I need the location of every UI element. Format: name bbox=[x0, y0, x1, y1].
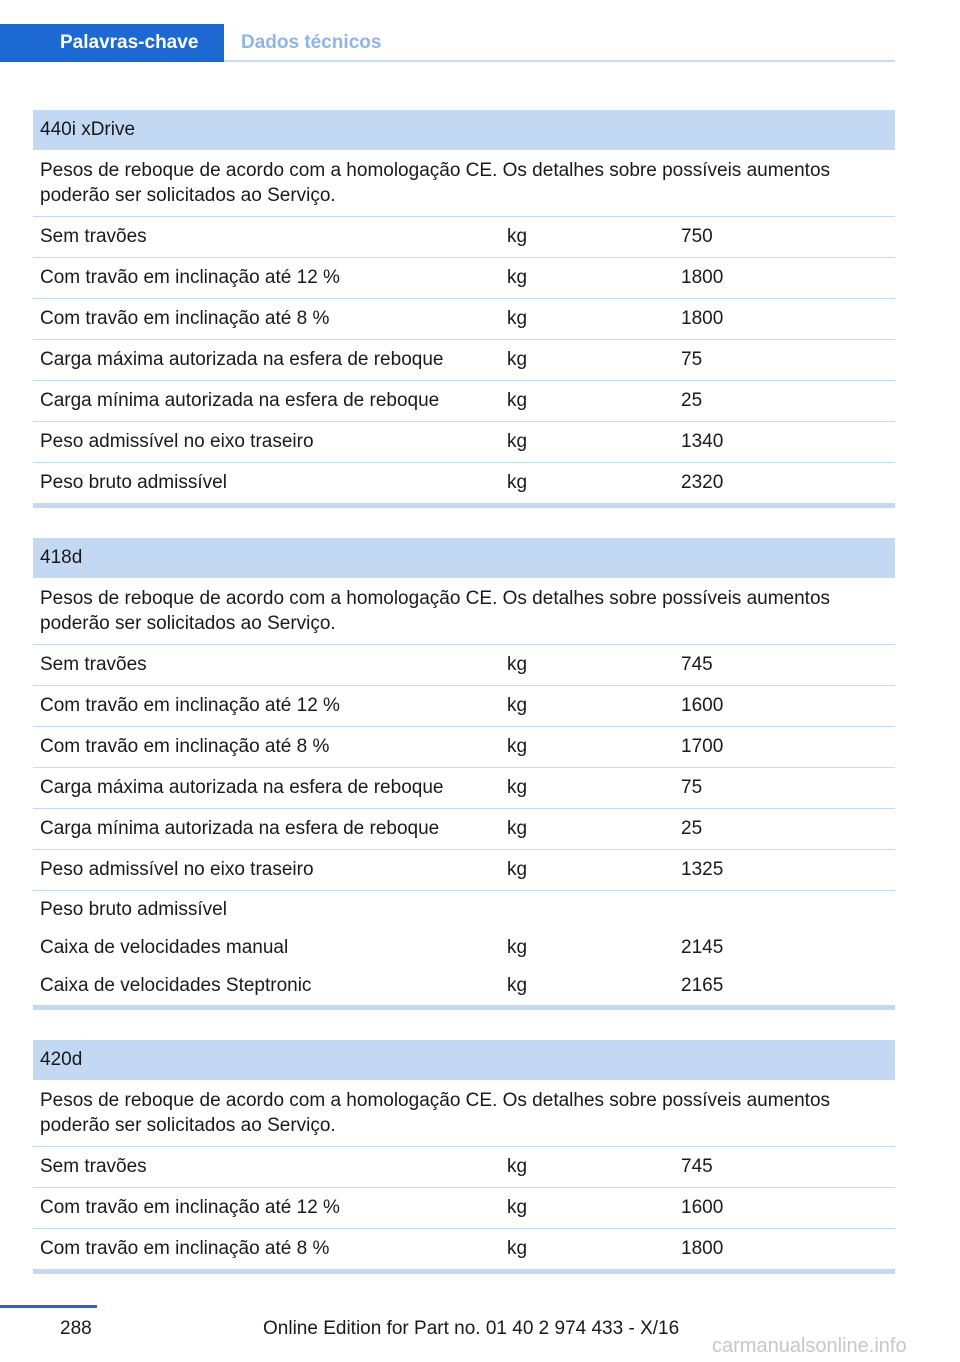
table-title: 420d bbox=[33, 1040, 895, 1080]
footer-accent-line bbox=[0, 1305, 97, 1308]
row-unit: kg bbox=[507, 1238, 528, 1259]
row-value: 75 bbox=[681, 777, 703, 798]
row-unit: kg bbox=[507, 431, 528, 452]
table-row bbox=[33, 258, 895, 299]
row-label: Com travão em inclinação até 8 % bbox=[40, 1238, 330, 1259]
row-unit: kg bbox=[507, 267, 528, 288]
table-description: Pesos de reboque de acordo com a homologação CE. Os detalhes sobre possíveis aumentos poderão ser solicitados ao Serviço. bbox=[33, 150, 895, 217]
row-label: Carga máxima autorizada na esfera de reboque bbox=[40, 777, 444, 798]
row-unit: kg bbox=[507, 937, 528, 958]
row-value: 745 bbox=[681, 654, 713, 675]
edition-text: Online Edition for Part no. 01 40 2 974 433 - X/16 bbox=[263, 1318, 680, 1339]
table-row bbox=[33, 340, 895, 381]
row-label: Sem travões bbox=[40, 654, 147, 675]
row-value: 1600 bbox=[681, 695, 724, 716]
watermark: carmanualsonline.info bbox=[712, 1335, 907, 1357]
row-value: 1600 bbox=[681, 1197, 724, 1218]
row-label: Caixa de velocidades Steptronic bbox=[40, 975, 312, 996]
row-unit: kg bbox=[507, 859, 528, 880]
table-row bbox=[33, 299, 895, 340]
row-label: Com travão em inclinação até 12 % bbox=[40, 1197, 340, 1218]
row-value: 1325 bbox=[681, 859, 724, 880]
table-end-bar bbox=[33, 1269, 895, 1274]
row-unit: kg bbox=[507, 472, 528, 493]
table-row bbox=[33, 891, 895, 929]
row-label: Com travão em inclinação até 12 % bbox=[40, 695, 340, 716]
row-unit: kg bbox=[507, 390, 528, 411]
page-number: 288 bbox=[60, 1318, 92, 1339]
row-value: 1700 bbox=[681, 736, 724, 757]
table-420d bbox=[33, 1040, 895, 1274]
row-unit: kg bbox=[507, 654, 528, 675]
row-label: Caixa de velocidades manual bbox=[40, 937, 289, 958]
table-row bbox=[33, 850, 895, 891]
row-label: Carga mínima autorizada na esfera de reboque bbox=[40, 818, 440, 839]
row-unit: kg bbox=[507, 308, 528, 329]
table-row bbox=[33, 967, 895, 1005]
row-value: 1340 bbox=[681, 431, 724, 452]
row-value: 1800 bbox=[681, 308, 724, 329]
row-label: Sem travões bbox=[40, 226, 147, 247]
table-end-bar bbox=[33, 503, 895, 508]
table-row bbox=[33, 463, 895, 503]
row-unit: kg bbox=[507, 818, 528, 839]
table-end-bar bbox=[33, 1005, 895, 1010]
row-label: Carga mínima autorizada na esfera de reboque bbox=[40, 390, 440, 411]
row-unit: kg bbox=[507, 1156, 528, 1177]
table-title: 418d bbox=[33, 538, 895, 578]
row-value: 1800 bbox=[681, 267, 724, 288]
table-description: Pesos de reboque de acordo com a homologação CE. Os detalhes sobre possíveis aumentos poderão ser solicitados ao Serviço. bbox=[33, 1080, 895, 1147]
tab-underline bbox=[224, 60, 895, 62]
row-label: Peso bruto admissível bbox=[40, 899, 227, 920]
row-label: Com travão em inclinação até 12 % bbox=[40, 267, 340, 288]
tab-palavras-chave[interactable]: Palavras-chave bbox=[0, 24, 224, 62]
row-unit: kg bbox=[507, 975, 528, 996]
row-value: 2320 bbox=[681, 472, 724, 493]
table-row bbox=[33, 1147, 895, 1188]
table-row bbox=[33, 381, 895, 422]
row-label: Com travão em inclinação até 8 % bbox=[40, 736, 330, 757]
table-row bbox=[33, 768, 895, 809]
row-unit: kg bbox=[507, 736, 528, 757]
row-value: 75 bbox=[681, 349, 703, 370]
table-row bbox=[33, 727, 895, 768]
row-unit: kg bbox=[507, 1197, 528, 1218]
table-title: 440i xDrive bbox=[33, 110, 895, 150]
row-unit: kg bbox=[507, 777, 528, 798]
row-value: 1800 bbox=[681, 1238, 724, 1259]
row-label: Peso admissível no eixo traseiro bbox=[40, 431, 314, 452]
row-label: Sem travões bbox=[40, 1156, 147, 1177]
table-row bbox=[33, 809, 895, 850]
table-row bbox=[33, 645, 895, 686]
table-row bbox=[33, 929, 895, 967]
row-label: Peso admissível no eixo traseiro bbox=[40, 859, 314, 880]
row-unit: kg bbox=[507, 695, 528, 716]
row-label: Com travão em inclinação até 8 % bbox=[40, 308, 330, 329]
row-value: 750 bbox=[681, 226, 713, 247]
table-row bbox=[33, 1229, 895, 1269]
table-row bbox=[33, 686, 895, 727]
row-label: Carga máxima autorizada na esfera de reboque bbox=[40, 349, 444, 370]
table-418d bbox=[33, 538, 895, 1010]
table-440i-xdrive bbox=[33, 110, 895, 508]
row-label: Peso bruto admissível bbox=[40, 472, 227, 493]
table-row bbox=[33, 217, 895, 258]
tables-container bbox=[33, 110, 895, 1304]
row-value: 25 bbox=[681, 818, 703, 839]
row-value: 2145 bbox=[681, 937, 724, 958]
table-row bbox=[33, 1188, 895, 1229]
tab-dados-tecnicos[interactable]: Dados técnicos bbox=[241, 32, 382, 53]
row-value: 25 bbox=[681, 390, 703, 411]
row-value: 2165 bbox=[681, 975, 724, 996]
table-description: Pesos de reboque de acordo com a homologação CE. Os detalhes sobre possíveis aumentos poderão ser solicitados ao Serviço. bbox=[33, 578, 895, 645]
table-row bbox=[33, 422, 895, 463]
row-value: 745 bbox=[681, 1156, 713, 1177]
row-unit: kg bbox=[507, 226, 528, 247]
row-unit: kg bbox=[507, 349, 528, 370]
header-tabs bbox=[0, 24, 895, 62]
